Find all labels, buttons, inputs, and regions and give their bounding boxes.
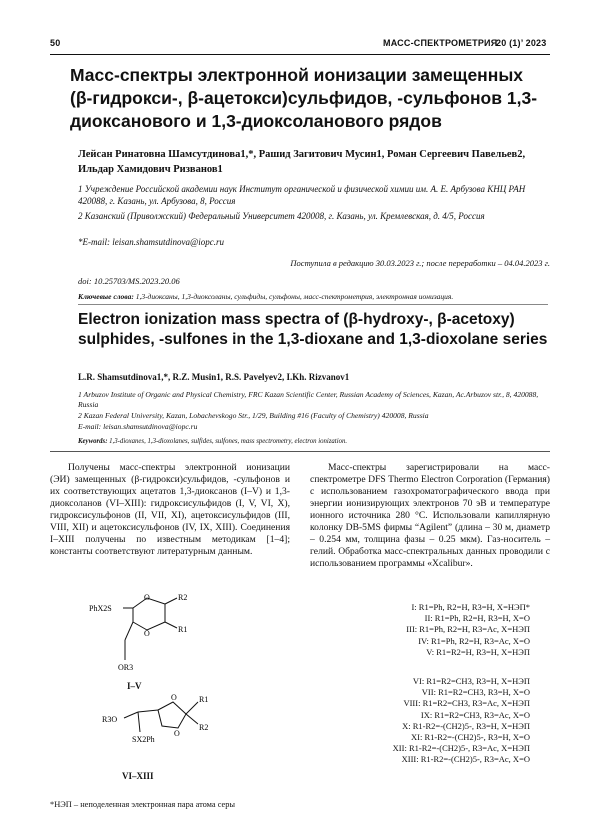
en-keywords-text: 1,3-dioxanes, 1,3-dioxolanes, sulfides, sulfones, mass spectrometry, electron ionization.	[109, 438, 348, 445]
ru-keywords-label: Ключевые слова:	[78, 292, 134, 301]
s1-r1: R1	[178, 625, 188, 634]
journal-issue: 20 (1)’ 2023	[496, 38, 547, 48]
s2-r3o: R3O	[102, 715, 118, 724]
ring-o-2: O	[174, 729, 180, 738]
s1-group: PhX2S	[89, 604, 112, 613]
compound-item: II: R1=Ph, R2=H, R3=H, X=O	[424, 613, 530, 624]
compound-item: III: R1=Ph, R2=H, R3=Ac, X=НЭП	[406, 624, 530, 635]
s1-r2: R2	[178, 593, 188, 602]
compound-item: IX: R1=R2=CH3, R3=Ac, X=O	[420, 709, 530, 720]
header-rule	[50, 54, 550, 55]
compound-item: VI: R1=R2=CH3, R3=H, X=НЭП	[412, 676, 530, 686]
compound-item: VIII: R1=R2=CH3, R3=Ac, X=НЭП	[403, 698, 530, 709]
footnote: *НЭП – неподеленная электронная пара атома серы	[50, 800, 236, 809]
en-authors: L.R. Shamsutdinova1,*, R.Z. Musin1, R.S. Pavelyev2, I.Kh. Rizvanov1	[78, 372, 350, 382]
ring-o-1: O	[171, 693, 177, 702]
structure-dioxane	[85, 590, 235, 680]
keywords-rule	[78, 304, 548, 305]
ru-affiliation-2: 2 Казанский (Приволжский) Федеральный Университет 420008, г. Казань, ул. Кремлевская, д. 4/5, Россия	[78, 211, 485, 221]
structure-2-label: VI–XIII	[122, 771, 154, 781]
compound-item: V: R1=R2=H, R3=H, X=НЭП	[426, 646, 530, 657]
ru-affiliation-1: 1 Учреждение Российской академии наук Институт органической и физической химии им. А. Е. Арбузова КНЦ РАН 420088, г. Казань, ул. Арбузова, 8, Россия	[78, 184, 526, 206]
compound-item: X: R1-R2=-(CH2)5-, R3=H, X=НЭП	[402, 720, 530, 731]
ru-keywords	[78, 292, 548, 301]
en-email: E-mail: leisan.shamsutdinova@iopc.ru	[78, 422, 198, 431]
en-title: Electron ionization mass spectra of (β-hydroxy-, β-acetoxy) sulphides, -sulfones in the 1,3-dioxane and 1,3-dioxolane series	[78, 311, 548, 348]
compound-item: XIII: R1-R2=-(CH2)5-, R3=Ac, X=O	[401, 754, 530, 765]
ru-authors: Лейсан Ринатовна Шамсутдинова1,*, Рашид Загитович Мусин1, Роман Сергеевич Павельев2, Ильдар Хамидович Ризванов1	[78, 149, 526, 175]
compound-item: VII: R1=R2=CH3, R3=H, X=O	[421, 687, 530, 698]
body-rule	[50, 451, 550, 452]
ring-o-top: O	[144, 593, 150, 602]
compound-item: I: R1=Ph, R2=H, R3=H, X=НЭП*	[411, 602, 530, 612]
compound-item: XII: R1-R2=-(CH2)5-, R3=Ac, X=НЭП	[392, 743, 530, 754]
structure-1-label: I–V	[127, 681, 142, 691]
ring-o-bottom: O	[144, 629, 150, 638]
doi: doi: 10.25703/MS.2023.20.06	[78, 276, 180, 286]
page-number: 50	[50, 38, 61, 48]
ru-keywords-text: 1,3-диоксаны, 1,3-диоксоланы, сульфиды, сульфоны, масс-спектрометрия, электронная ионизация.	[135, 292, 454, 301]
compound-item: IV: R1=Ph, R2=H, R3=Ac, X=O	[418, 635, 530, 646]
en-keywords-label: Keywords:	[78, 438, 108, 445]
s2-r1: R1	[199, 695, 209, 704]
body-right-paragraph: Масс-спектры зарегистрировали на масс-спектрометре DFS Thermo Electron Corporation (Германия) с использованием газохроматографического ввода при энергии ионизирующих электронов 70 эВ и температуре ионного источника 280 °С. Использовали капиллярную колонку DB-5MS фирмы “Agilent” (длина – 30 м, диаметр – 0.254 мм, толщина фазы – 0.25 мкм). Газ-носитель – гелий. Обработка масс-спектральных данных проводили с использованием программы «Xcalibur».	[310, 462, 550, 569]
s1-or3: OR3	[118, 663, 134, 672]
body-left-paragraph: Получены масс-спектры электронной ионизации (ЭИ) замещенных (β-гидрокси)сульфидов, -сульфонов и их соответствующих ацетатов 1,3-диоксанов (I–V) и 1,3-диоксоланов (VI–XIII): гидроксисульфидов (I, V, VI, X), гидроксисульфонов (II, VII, XI), ацетоксисульфидов (III, VIII, XII) и ацетоксисульфонов (IV, IX, XIII). Соединения I–XIII получены по известным методикам [1–4]; константы соответствуют литературным данным.	[50, 462, 290, 557]
ru-title: Масс-спектры электронной ионизации замещенных (β-гидрокси-, β-ацетокси)сульфидов, -сульфонов 1,3-диоксанового и 1,3-диоксоланового рядов	[70, 65, 538, 131]
s2-r2: R2	[199, 723, 209, 732]
compound-list-1	[310, 602, 530, 658]
received-dates: Поступила в редакцию 30.03.2023 г.; после переработки – 04.04.2023 г.	[290, 258, 550, 268]
compound-list-2	[310, 676, 530, 766]
ru-email: *E-mail: leisan.shamsutdinova@iopc.ru	[78, 237, 225, 247]
en-keywords	[78, 438, 548, 445]
compound-item: XI: R1-R2=-(CH2)5-, R3=H, X=O	[411, 732, 530, 743]
en-affiliation-2: 2 Kazan Federal University, Kazan, Lobachevskogo Str., 1/29, Building #16 (Faculty of Chemistry) 420008, Russia	[78, 411, 429, 420]
s2-group: SX2Ph	[132, 735, 155, 744]
journal-name: МАСС-СПЕКТРОМЕТРИЯ	[383, 38, 498, 48]
en-affiliation-1: 1 Arbuzov Institute of Organic and Physical Chemistry, FRC Kazan Scientific Center, Russian Academy of Sciences, Kazan, Ac.Arbuzov str., 8, 420088, Russia	[78, 390, 539, 409]
structure-dioxolane	[88, 690, 238, 770]
